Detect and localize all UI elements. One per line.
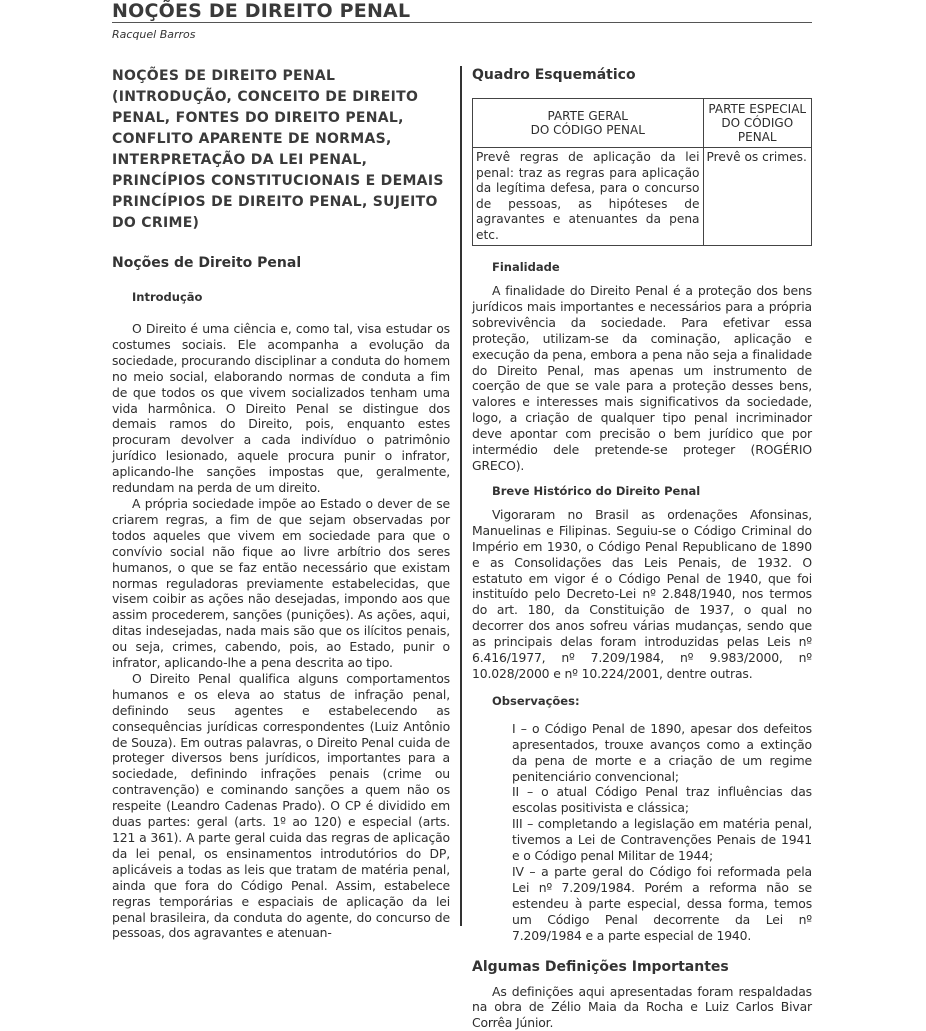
quadro-table <box>472 98 812 246</box>
header-line: PARTE GERAL <box>547 109 628 123</box>
definicoes-paragraph: As definições aqui apresentadas foram respaldadas na obra de Zélio Maia da Rocha e Luiz Carlos Bivar Corrêa Júnior. <box>472 983 812 1031</box>
header-line: PARTE ESPECIAL <box>708 102 807 116</box>
intro-title: Introdução <box>132 290 203 304</box>
table-cell-especial: Prevê os crimes. <box>703 148 811 246</box>
finalidade-paragraph: A finalidade do Direito Penal é a proteção dos bens jurídicos mais importantes e necessários para a própria sobrevivência da sociedade. Para efetivar essa proteção, utilizam-se da cominação, aplicação e execução da pena, embora a pena não seja a finalidade do Direito Penal, mas apenas um instrumento de coerção de que se vale para a proteção desses bens, valores e interesses mais significativos da sociedade, logo, a criação de qualquer tipo penal incriminador deve apontar com precisão o bem jurídico que por intermédio dele pretende-se proteger (ROGÉRIO GRECO). <box>472 283 812 473</box>
header-line: DO CÓDIGO PENAL <box>721 116 794 144</box>
body-paragraph: O Direito Penal qualifica alguns comportamentos humanos e os eleva ao status de infração penal, definindo seus agentes e estabelecendo as consequências jurídicas correspondentes (Luiz Antônio de Souza). Em outras palavras, o Direito Penal cuida de proteger diversos bens jurídicos, importantes para a sociedade, definindo infrações penais (crime ou contravenção) e cominando sanções a quem não os respeite (Leandro Cadenas Prado). O CP é dividido em duas partes: geral (arts. 1º ao 120) e especial (arts. 121 a 361). A parte geral cuida das regras de aplicação da lei penal, os ensinamentos introdutórios do DP, aplicáveis a todas as leis que tratam de matéria penal, ainda que fora do Código Penal. Assim, estabelece regras temporárias e espaciais de aplicação da lei penal brasileira, da conduta do agente, do concurso de pessoas, dos agravantes e atenuan- <box>112 670 450 941</box>
table-row <box>473 148 812 246</box>
section-title: Noções de Direito Penal <box>112 255 302 271</box>
table-cell-geral: Prevê regras de aplicação da lei penal: traz as regras para aplicação da legítima defesa, para o concurso de pessoas, as hipóteses de agravantes e atenuantes da pena etc. <box>473 148 704 246</box>
list-item: IV – a parte geral do Código foi reformada pela Lei nº 7.209/1984. Porém a reforma não se estendeu à parte especial, dessa forma, temos um Código Penal decorrente da Lei nº 7.209/1984 e a parte especial de 1940. <box>512 864 812 943</box>
historico-title: Breve Histórico do Direito Penal <box>492 483 701 498</box>
main-heading-line: (INTRODUÇÃO, CONCEITO DE DIREITO <box>112 89 419 105</box>
main-heading <box>112 66 450 234</box>
main-heading-line: INTERPRETAÇÃO DA LEI PENAL, <box>112 152 368 168</box>
list-item: II – o atual Código Penal traz influências das escolas positivista e clássica; <box>512 784 812 816</box>
body-paragraph: O Direito é uma ciência e, como tal, visa estudar os costumes sociais. Ele acompanha a evolução da sociedade, procurando disciplinar a conduta do homem no meio social, elaborando normas de conduta a fim de que todos os que vivem socializados tenham uma vida harmônica. O Direito Penal se distingue dos demais ramos do Direito, pois, enquanto estes procuram devolver a cada indivíduo o patrimônio jurídico lesionado, aquele procura punir o infrator, aplicando-lhe sanções impostas que, geralmente, redundam na perda de um direito. <box>112 321 450 496</box>
main-heading-line: CONFLITO APARENTE DE NORMAS, <box>112 131 392 147</box>
observacoes-list <box>472 721 812 944</box>
observacoes-title: Observações: <box>492 693 580 708</box>
table-header-row <box>473 99 812 148</box>
main-heading-line: NOÇÕES DE DIREITO PENAL <box>112 68 336 84</box>
table-header-especial <box>703 99 811 148</box>
list-item: I – o Código Penal de 1890, apesar dos defeitos apresentados, trouxe avanços como a extinção da pena de morte e a criação de um regime penitenciário convencional; <box>512 720 812 784</box>
table-header-geral <box>473 99 704 148</box>
main-heading-line: DO CRIME) <box>112 215 200 231</box>
main-heading-line: PRINCÍPIOS CONSTITUCIONAIS E DEMAIS <box>112 173 444 189</box>
right-column <box>472 66 812 1031</box>
main-heading-line: PRINCÍPIOS DE DIREITO PENAL, SUJEITO <box>112 194 438 210</box>
header-rule <box>112 22 812 23</box>
column-divider <box>460 66 462 926</box>
body-paragraph: A própria sociedade impõe ao Estado o dever de se criarem regras, a fim de que sejam observadas por todos aqueles que vivem em sociedade para que o convívio social não fique ao livre arbítrio dos seres humanos, o que se faz então necessário que existam normas reguladoras previamente estabelecidas, que visem coibir as ações não desejadas, impondo aos que assim procederem, sanções (punições). As ações, aqui, ditas indesejadas, nada mais são que os ilícitos penais, ou seja, crimes, cabendo, pois, ao Estado, punir o infrator, aplicando-lhe a pena descrita ao tipo. <box>112 495 450 671</box>
running-header-title: NOÇÕES DE DIREITO PENAL <box>112 0 411 22</box>
author-name: Racquel Barros <box>112 28 196 41</box>
quadro-title: Quadro Esquemático <box>472 67 636 83</box>
header-line: DO CÓDIGO PENAL <box>530 123 645 137</box>
list-item: III – completando a legislação em matéria penal, tivemos a Lei de Contravenções Penais de 1941 e o Código penal Militar de 1944; <box>512 816 812 864</box>
main-heading-line: PENAL, FONTES DO DIREITO PENAL, <box>112 110 404 126</box>
finalidade-title: Finalidade <box>492 260 560 274</box>
definicoes-title: Algumas Definições Importantes <box>472 958 729 975</box>
historico-paragraph: Vigoraram no Brasil as ordenações Afonsinas, Manuelinas e Filipinas. Seguiu-se o Código Criminal do Império em 1930, o Código Penal Republicano de 1890 e as Consolidações das Leis Penais, de 1932. O estatuto em vigor é o Código Penal de 1940, que foi instituído pelo Decreto-Lei nº 2.848/1940, nos termos do art. 180, da Constituição de 1937, o qual no decorrer dos anos sofreu várias mudanças, sendo que as principais delas foram introduzidas pelas Leis nº 6.416/1977, nº 7.209/1984, nº 9.983/2000, nº 10.028/2000 e nº 10.224/2001, dentre outras. <box>472 506 812 681</box>
left-column <box>112 66 450 941</box>
